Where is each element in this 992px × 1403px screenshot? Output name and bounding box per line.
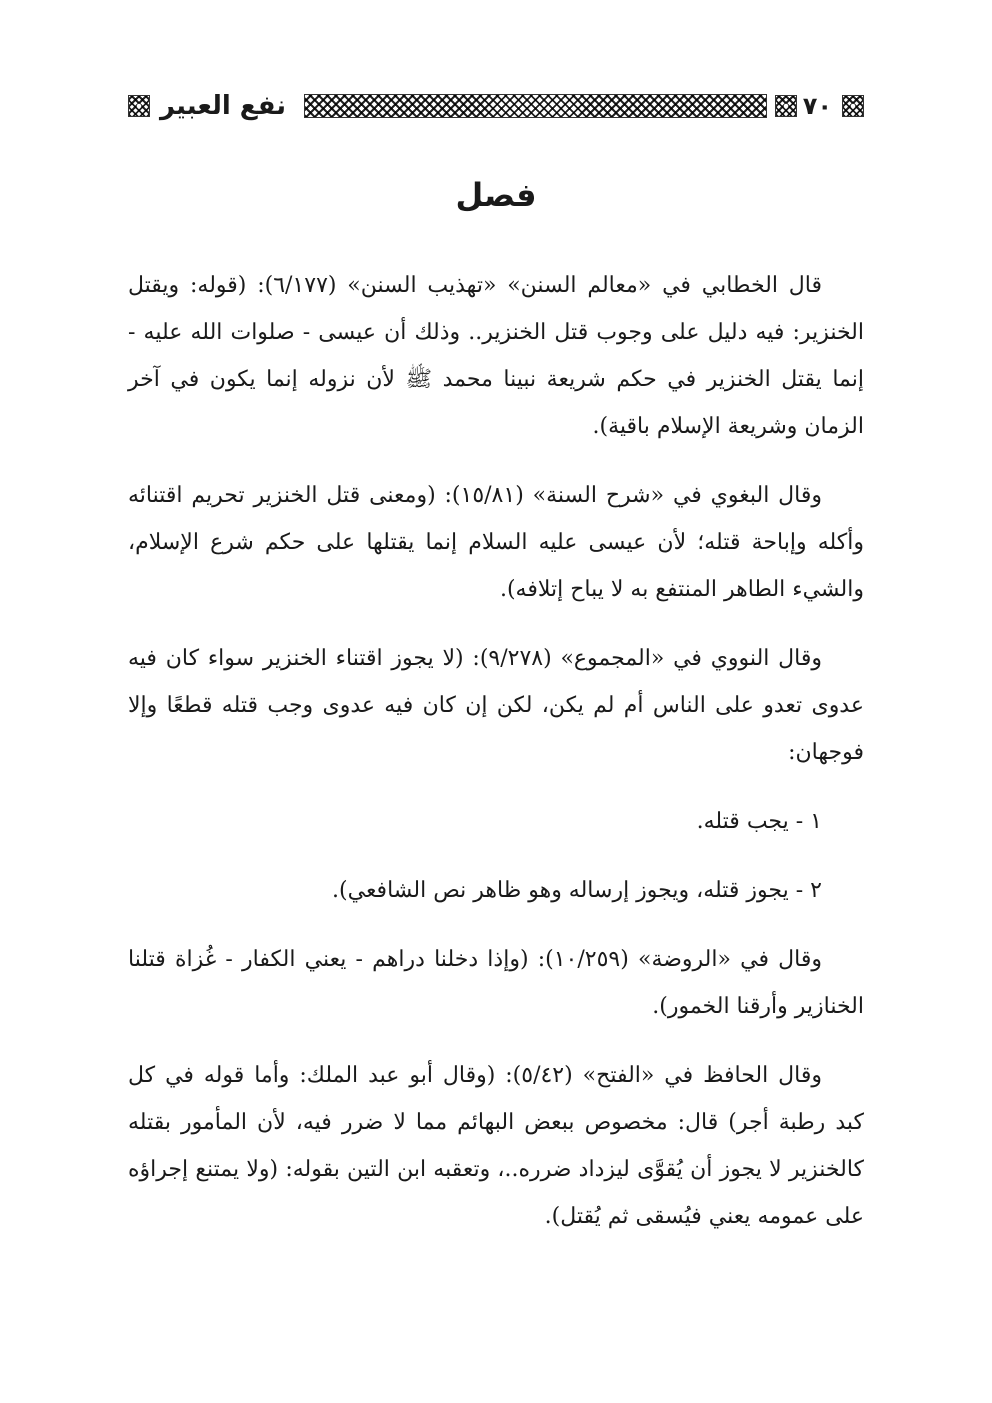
section-title: فصل (455, 176, 537, 214)
body-text (128, 262, 864, 1262)
page-header (128, 86, 864, 126)
ornament-band (304, 94, 767, 118)
book-title: نفع العبير (160, 91, 287, 121)
ornament-icon (775, 95, 797, 117)
paragraph: وقال في «الروضة» (١٠/٢٥٩): (وإذا دخلنا دراهم - يعني الكفار - غُزاة قتلنا الخنازير وأرقنا الخمور). (128, 947, 864, 1019)
list-item: ١ - يجب قتله. (696, 809, 822, 834)
paragraph: وقال البغوي في «شرح السنة» (١٥/٨١): (ومعنى قتل الخنزير تحريم اقتنائه وأكله وإباحة قتله؛ لأن عيسى عليه السلام إنما يقتلها على حكم شرع الإسلام، والشيء الطاهر المنتفع به لا يباح إتلافه). (128, 483, 864, 602)
list-item: ٢ - يجوز قتله، ويجوز إرساله وهو ظاهر نص الشافعي). (332, 878, 822, 903)
ornament-icon (128, 95, 150, 117)
paragraph: قال الخطابي في «معالم السنن» «تهذيب السنن» (٦/١٧٧): (قوله: ويقتل الخنزير: فيه دليل على وجوب قتل الخنزير.. وذلك أن عيسى - صلوات الله عليه - إنما يقتل الخنزير في حكم شريعة نبينا محمد ﷺ لأن نزوله إنما يكون في آخر الزمان وشريعة الإسلام باقية). (128, 273, 864, 439)
paragraph: وقال الحافظ في «الفتح» (٥/٤٢): (وقال أبو عبد الملك: وأما قوله في كل كبد رطبة أجر) قال: مخصوص ببعض البهائم مما لا ضرر فيه، لأن المأمور بقتله كالخنزير لا يجوز أن يُقوَّى ليزداد ضرره..، وتعقبه ابن التين بقوله: (ولا يمتنع إجراؤه على عمومه يعني فيُسقى ثم يُقتل). (128, 1063, 864, 1229)
page-number: ٧٠ (802, 92, 832, 120)
paragraph: وقال النووي في «المجموع» (٩/٢٧٨): (لا يجوز اقتناء الخنزير سواء كان فيه عدوى تعدو على الناس أم لم يكن، لكن إن كان فيه عدوى وجب قتله قطعًا وإلا فوجهان: (128, 646, 864, 765)
ornament-icon (842, 95, 864, 117)
